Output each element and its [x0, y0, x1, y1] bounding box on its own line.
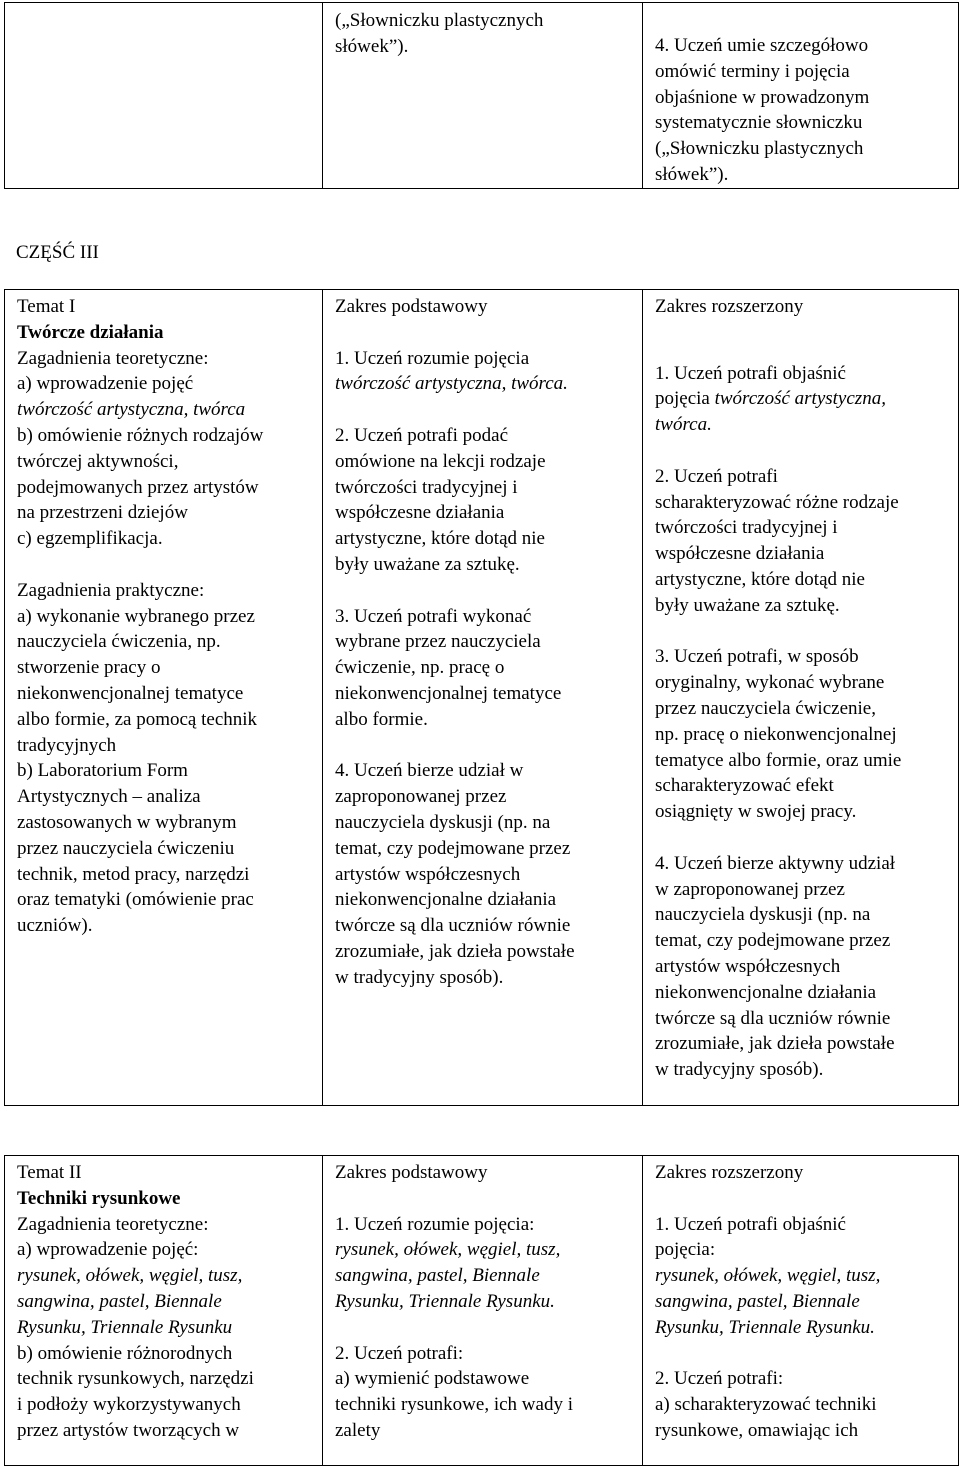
text-line: zrozumiałe, jak dzieła powstałe — [335, 940, 575, 962]
term-line: twórczość artystyczna, twórca — [17, 399, 246, 421]
text-line: wybrane przez nauczyciela — [335, 631, 541, 653]
text-line: technik, metod pracy, narzędzi — [17, 863, 250, 885]
text-line: a) wykonanie wybranego przez — [17, 605, 255, 627]
text-line: 2. Uczeń potrafi — [655, 465, 778, 487]
topic1-column-theory — [5, 290, 323, 1106]
text-line: a) wprowadzenie pojęć — [17, 373, 194, 395]
topic2-column-theory — [5, 1156, 323, 1466]
text-line: przez nauczyciela ćwiczenie, — [655, 697, 876, 719]
text-line: 4. Uczeń bierze aktywny udział — [655, 852, 896, 874]
text-line: np. pracę o niekonwencjonalnej — [655, 723, 897, 745]
topic1-column-basic — [323, 290, 643, 1106]
text-line: niekonwencjonalnej tematyce — [17, 682, 244, 704]
text-line: pojęcia: — [655, 1239, 716, 1261]
text-line: w tradycyjny sposób). — [655, 1059, 824, 1081]
term-line: sangwina, pastel, Biennale — [17, 1290, 222, 1312]
topic1-table — [4, 289, 959, 1106]
text-line: rysunkowe, omawiając ich — [655, 1419, 859, 1441]
text-line: niekonwencjonalnej tematyce — [335, 682, 562, 704]
text-line: 4. Uczeń umie szczegółowo — [655, 35, 869, 56]
text-line: stworzenie pracy o — [17, 657, 161, 679]
text-line: nauczyciela dyskusji (np. na — [335, 811, 551, 833]
text-line: artystów współczesnych — [655, 955, 841, 977]
text-line: technik rysunkowych, narzędzi — [17, 1368, 254, 1390]
column-header: Zakres podstawowy — [335, 1162, 488, 1183]
text-line: artystyczne, które dotąd nie — [655, 568, 865, 590]
text-line: w tradycyjny sposób). — [335, 966, 504, 988]
text-line: b) Laboratorium Form — [17, 760, 188, 782]
text-line: albo formie. — [335, 708, 428, 730]
part-heading: CZĘŚĆ III — [16, 242, 99, 263]
text-line: 1. Uczeń potrafi objaśnić — [655, 362, 846, 384]
topic2-column-basic — [323, 1156, 643, 1466]
text-line: oryginalny, wykonać wybrane — [655, 672, 885, 694]
term-line: twórca. — [655, 414, 712, 436]
text-line: słówek”). — [655, 163, 729, 185]
continuation-cell-2 — [323, 3, 643, 189]
text-line: a) scharakteryzować techniki — [655, 1394, 877, 1416]
continuation-cell-3 — [643, 3, 959, 189]
text-line: 2. Uczeń potrafi podać — [335, 424, 509, 446]
topic-number: Temat I — [17, 296, 76, 317]
text-line — [655, 386, 958, 412]
topic2-column-extended — [643, 1156, 959, 1466]
text-line: osiągnięty w swojej pracy. — [655, 801, 857, 823]
text-line: i podłoży wykorzystywanych — [17, 1394, 241, 1416]
term-line: rysunek, ołówek, węgiel, tusz, — [655, 1265, 881, 1287]
text-line: artystów współczesnych — [335, 863, 521, 885]
text-line: zaproponowanej przez — [335, 786, 507, 808]
text-line: słówek”). — [335, 35, 409, 57]
column-header: Zakres rozszerzony — [655, 1162, 804, 1183]
column-header: Zakres rozszerzony — [655, 296, 804, 317]
column-header: Zakres podstawowy — [335, 296, 488, 317]
text-line: twórcze są dla uczniów równie — [655, 1007, 891, 1029]
continuation-table — [4, 2, 959, 189]
text-line: 2. Uczeń potrafi: — [655, 1368, 784, 1390]
text-line: („Słowniczku plastycznych — [655, 138, 864, 160]
text-line: („Słowniczku plastycznych — [335, 10, 544, 31]
text-line: omówione na lekcji rodzaje — [335, 450, 546, 472]
text-line: c) egzemplifikacja. — [17, 528, 163, 550]
text-line: 4. Uczeń bierze udział w — [335, 760, 524, 782]
topic-title: Techniki rysunkowe — [17, 1187, 181, 1209]
text-line: zrozumiałe, jak dzieła powstałe — [655, 1033, 895, 1055]
text-line: na przestrzeni dziejów — [17, 502, 188, 524]
text-line: zastosowanych w wybranym — [17, 811, 237, 833]
section-label: Zagadnienia teoretyczne: — [17, 347, 209, 369]
term-line: sangwina, pastel, Biennale — [335, 1265, 540, 1287]
topic-title: Twórcze działania — [17, 321, 164, 343]
text-line: w zaproponowanej przez — [655, 878, 845, 900]
continuation-cell-1 — [5, 3, 323, 189]
text-line: 1. Uczeń potrafi objaśnić — [655, 1213, 846, 1235]
term-line: Rysunku, Triennale Rysunku — [17, 1316, 233, 1338]
term-line: rysunek, ołówek, węgiel, tusz, — [335, 1239, 561, 1261]
text-line: Artystycznych – analiza — [17, 786, 201, 808]
term-line: sangwina, pastel, Biennale — [655, 1290, 860, 1312]
section-label: Zagadnienia teoretyczne: — [17, 1213, 209, 1235]
text-line: temat, czy podejmowane przez — [335, 837, 571, 859]
text-line: zalety — [335, 1419, 381, 1441]
text-line: przez artystów tworzących w — [17, 1419, 240, 1441]
text-line: twórczości tradycyjnej i — [335, 476, 518, 498]
text-line: techniki rysunkowe, ich wady i — [335, 1394, 573, 1416]
text-line: uczniów). — [17, 915, 93, 937]
text-line: niekonwencjonalne działania — [655, 981, 877, 1003]
text-line: temat, czy podejmowane przez — [655, 930, 891, 952]
text-line: niekonwencjonalne działania — [335, 889, 557, 911]
topic1-column-extended — [643, 290, 959, 1106]
text-line: nauczyciela ćwiczenia, np. — [17, 631, 221, 653]
text-line: albo formie, za pomocą technik — [17, 708, 258, 730]
term-line: Rysunku, Triennale Rysunku. — [655, 1316, 875, 1338]
text-line: nauczyciela dyskusji (np. na — [655, 904, 871, 926]
term-line: rysunek, ołówek, węgiel, tusz, — [17, 1265, 243, 1287]
text-line: tematyce albo formie, oraz umie — [655, 749, 902, 771]
text-line: współczesne działania — [655, 543, 825, 565]
topic2-table — [4, 1155, 959, 1466]
text-line: a) wprowadzenie pojęć: — [17, 1239, 199, 1261]
text-line: były uważane za sztukę. — [335, 553, 520, 575]
text-line: scharakteryzować różne rodzaje — [655, 491, 899, 513]
text-line: twórczej aktywności, — [17, 450, 179, 472]
text-fragment: pojęcia — [655, 388, 715, 410]
text-line: tradycyjnych — [17, 734, 117, 756]
text-line: 3. Uczeń potrafi wykonać — [335, 605, 532, 627]
text-line: omówić terminy i pojęcia — [655, 60, 850, 82]
text-line: 3. Uczeń potrafi, w sposób — [655, 646, 859, 668]
term-line: Rysunku, Triennale Rysunku. — [335, 1290, 555, 1312]
term-fragment: twórczość artystyczna, — [714, 388, 886, 410]
text-line: b) omówienie różnych rodzajów — [17, 424, 264, 446]
text-line: podejmowanych przez artystów — [17, 476, 259, 498]
text-line: 2. Uczeń potrafi: — [335, 1342, 464, 1364]
text-line: a) wymienić podstawowe — [335, 1368, 530, 1390]
term-line: twórczość artystyczna, twórca. — [335, 373, 568, 395]
section-label: Zagadnienia praktyczne: — [17, 579, 205, 601]
text-line: artystyczne, które dotąd nie — [335, 528, 545, 550]
text-line: scharakteryzować efekt — [655, 775, 834, 797]
text-line: ćwiczenie, np. pracę o — [335, 657, 505, 679]
text-line: twórcze są dla uczniów równie — [335, 915, 571, 937]
text-line: współczesne działania — [335, 502, 505, 524]
text-line: 1. Uczeń rozumie pojęcia — [335, 347, 530, 369]
text-line: 1. Uczeń rozumie pojęcia: — [335, 1213, 535, 1235]
text-line: były uważane za sztukę. — [655, 594, 840, 616]
text-line: twórczości tradycyjnej i — [655, 517, 838, 539]
text-line: b) omówienie różnorodnych — [17, 1342, 233, 1364]
text-line: objaśnione w prowadzonym — [655, 86, 870, 108]
text-line: oraz tematyki (omówienie prac — [17, 889, 254, 911]
topic-number: Temat II — [17, 1162, 82, 1183]
text-line: przez nauczyciela ćwiczeniu — [17, 837, 235, 859]
text-line: systematycznie słowniczku — [655, 112, 863, 134]
